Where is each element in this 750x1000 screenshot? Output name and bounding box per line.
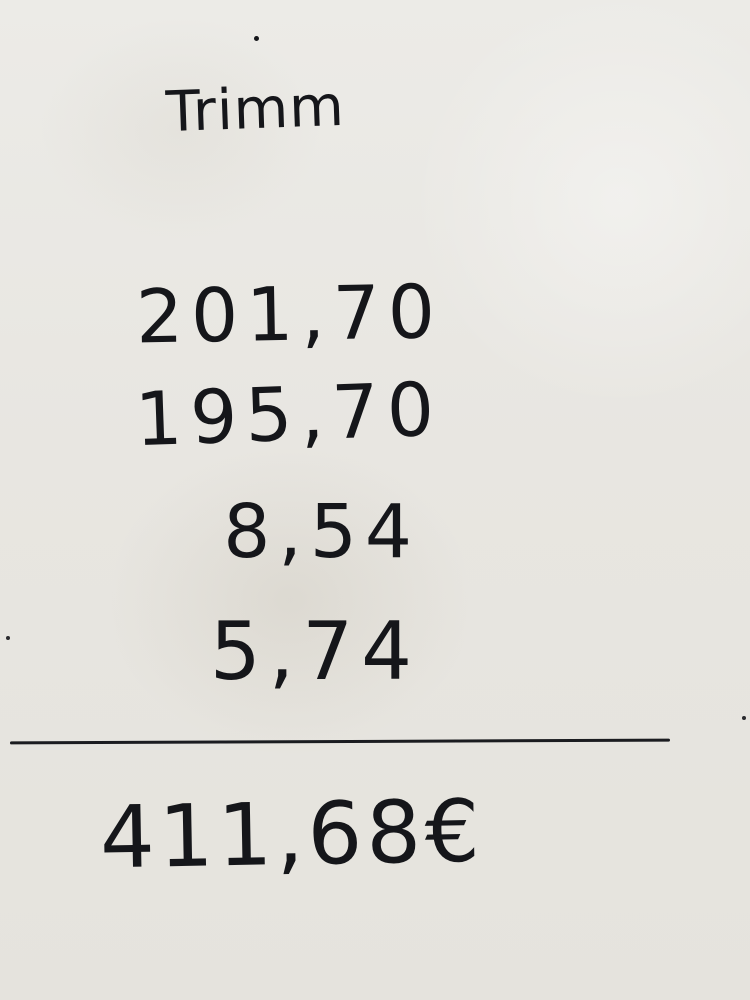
note-title: Trimm <box>164 73 346 146</box>
title-dot-mark <box>254 36 259 41</box>
total-amount: 411,68€ <box>99 781 485 889</box>
ink-speck <box>742 716 746 720</box>
amount-line-2: 195,70 <box>133 366 444 464</box>
amount-line-4: 5,74 <box>209 605 420 698</box>
amount-line-3: 8,54 <box>223 489 420 575</box>
ink-speck <box>6 636 10 640</box>
amount-line-1: 201,70 <box>135 269 444 361</box>
sum-underline <box>10 739 670 745</box>
